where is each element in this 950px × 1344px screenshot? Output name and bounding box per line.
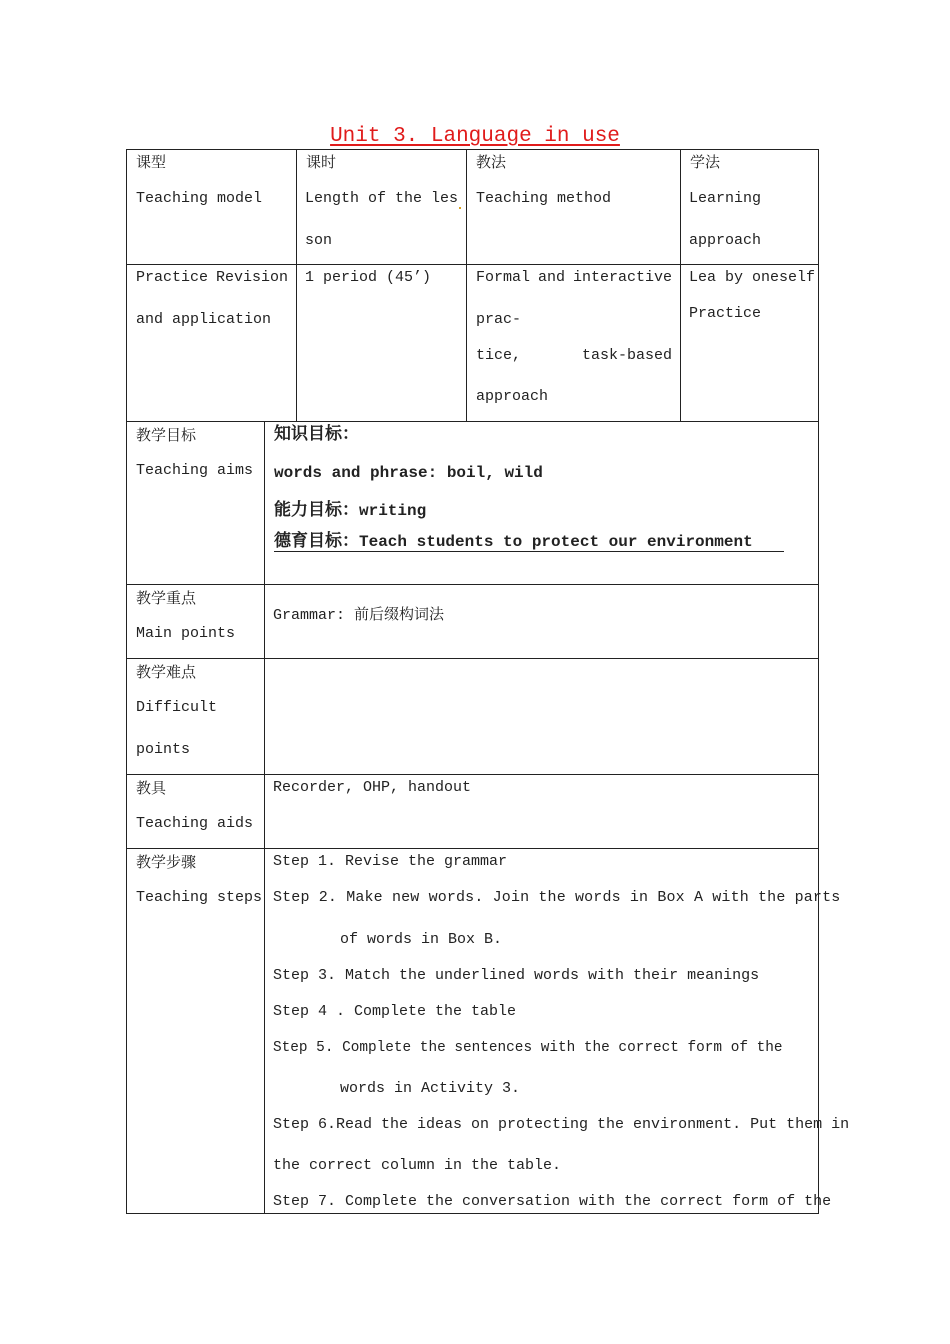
header-learning-en-2: approach xyxy=(689,232,762,249)
step-1: Step 1. Revise the grammar xyxy=(273,853,508,870)
header-course-type-cn: 课型 xyxy=(136,153,167,171)
step-6-line-1: Step 6.Read the ideas on protecting the environment. Put them in xyxy=(273,1116,850,1133)
header-period-en-1 xyxy=(305,189,462,209)
header-method-cn: 教法 xyxy=(476,153,507,171)
page-title: Unit 3. Language in use xyxy=(330,125,620,148)
step-2-line-2: of words in Box B. xyxy=(340,931,503,948)
col-divider xyxy=(466,149,467,421)
aids-label-en: Teaching aids xyxy=(136,815,254,832)
ability-aim-label: 能力目标： xyxy=(274,500,359,520)
header-learning-en-1: Learning xyxy=(689,190,762,207)
row-divider xyxy=(126,264,819,265)
step-2-line-1: Step 2. Make new words. Join the words in Box A with the parts xyxy=(273,889,841,906)
course-type-word-1: Practice xyxy=(136,269,209,286)
aids-label-cn: 教具 xyxy=(136,779,167,797)
course-type-word-2: Revision xyxy=(215,269,288,286)
learning-line-1: Lea by oneself xyxy=(689,269,816,286)
difficult-label-cn: 教学难点 xyxy=(136,663,197,681)
method-line-3 xyxy=(476,346,672,366)
steps-label-cn: 教学步骤 xyxy=(136,853,197,871)
method-word-interactive: interactive xyxy=(572,269,672,286)
difficult-label-en-2: points xyxy=(136,741,191,758)
knowledge-aim-label: 知识目标： xyxy=(274,424,359,444)
header-course-type-en: Teaching model xyxy=(136,190,263,207)
step-6-line-2: the correct column in the table. xyxy=(273,1157,562,1174)
header-learning-cn: 学法 xyxy=(690,153,721,171)
aims-label-cn: 教学目标 xyxy=(136,426,197,444)
col-divider xyxy=(296,149,297,421)
lesson-length: 1 period (45’) xyxy=(305,269,432,286)
course-type-line-2: and application xyxy=(136,311,272,328)
step-7: Step 7. Complete the conversation with the correct form of the xyxy=(273,1193,832,1210)
header-period-en-2: son xyxy=(305,232,333,249)
row-divider xyxy=(126,584,819,585)
row-divider xyxy=(126,774,819,775)
aids-text: Recorder, OHP, handout xyxy=(273,779,472,796)
step-5-line-1: Step 5. Complete the sentences with the correct form of the xyxy=(273,1040,783,1056)
knowledge-aim-text: words and phrase: boil, wild xyxy=(274,464,543,482)
ability-aim-text: writing xyxy=(359,502,427,520)
method-line-1 xyxy=(476,268,672,288)
method-word-and: and xyxy=(537,269,565,286)
method-word-formal: Formal xyxy=(476,269,531,286)
header-period-en-1-text: Length of the les xyxy=(305,190,459,207)
table-border-right xyxy=(818,149,819,1214)
steps-label-en: Teaching steps xyxy=(136,889,263,906)
header-method-en: Teaching method xyxy=(476,190,612,207)
main-points-label-cn: 教学重点 xyxy=(136,589,197,607)
table-border-bottom xyxy=(126,1213,819,1214)
learning-line-2: Practice xyxy=(689,305,762,322)
table-border-top xyxy=(126,149,819,150)
method-line-2: prac- xyxy=(476,311,522,328)
header-period-cn: 课时 xyxy=(306,153,337,171)
course-type-line-1 xyxy=(136,268,288,288)
col-divider xyxy=(680,149,681,421)
main-points-label-en: Main points xyxy=(136,625,236,642)
method-line-4: approach xyxy=(476,388,549,405)
ability-aim xyxy=(274,500,426,521)
mark-dot xyxy=(459,207,461,209)
step-4: Step 4 . Complete the table xyxy=(273,1003,517,1020)
moral-aim-label: 德育目标： xyxy=(274,531,359,551)
table-border-left xyxy=(126,149,127,1214)
difficult-label-en-1: Difficult xyxy=(136,699,218,716)
main-points-text: Grammar: 前后缀构词法 xyxy=(273,607,445,624)
aims-label-en: Teaching aims xyxy=(136,462,254,479)
row-divider xyxy=(126,658,819,659)
step-5-line-2: words in Activity 3. xyxy=(340,1080,521,1097)
row-divider xyxy=(126,848,819,849)
method-word-tice: tice, xyxy=(476,347,522,364)
moral-aim xyxy=(274,531,753,552)
method-word-task-based: task-based xyxy=(581,347,672,364)
step-3: Step 3. Match the underlined words with their meanings xyxy=(273,967,760,984)
col-divider xyxy=(264,421,265,1213)
moral-aim-text: Teach students to protect our environment xyxy=(359,533,753,551)
row-divider xyxy=(126,421,819,422)
